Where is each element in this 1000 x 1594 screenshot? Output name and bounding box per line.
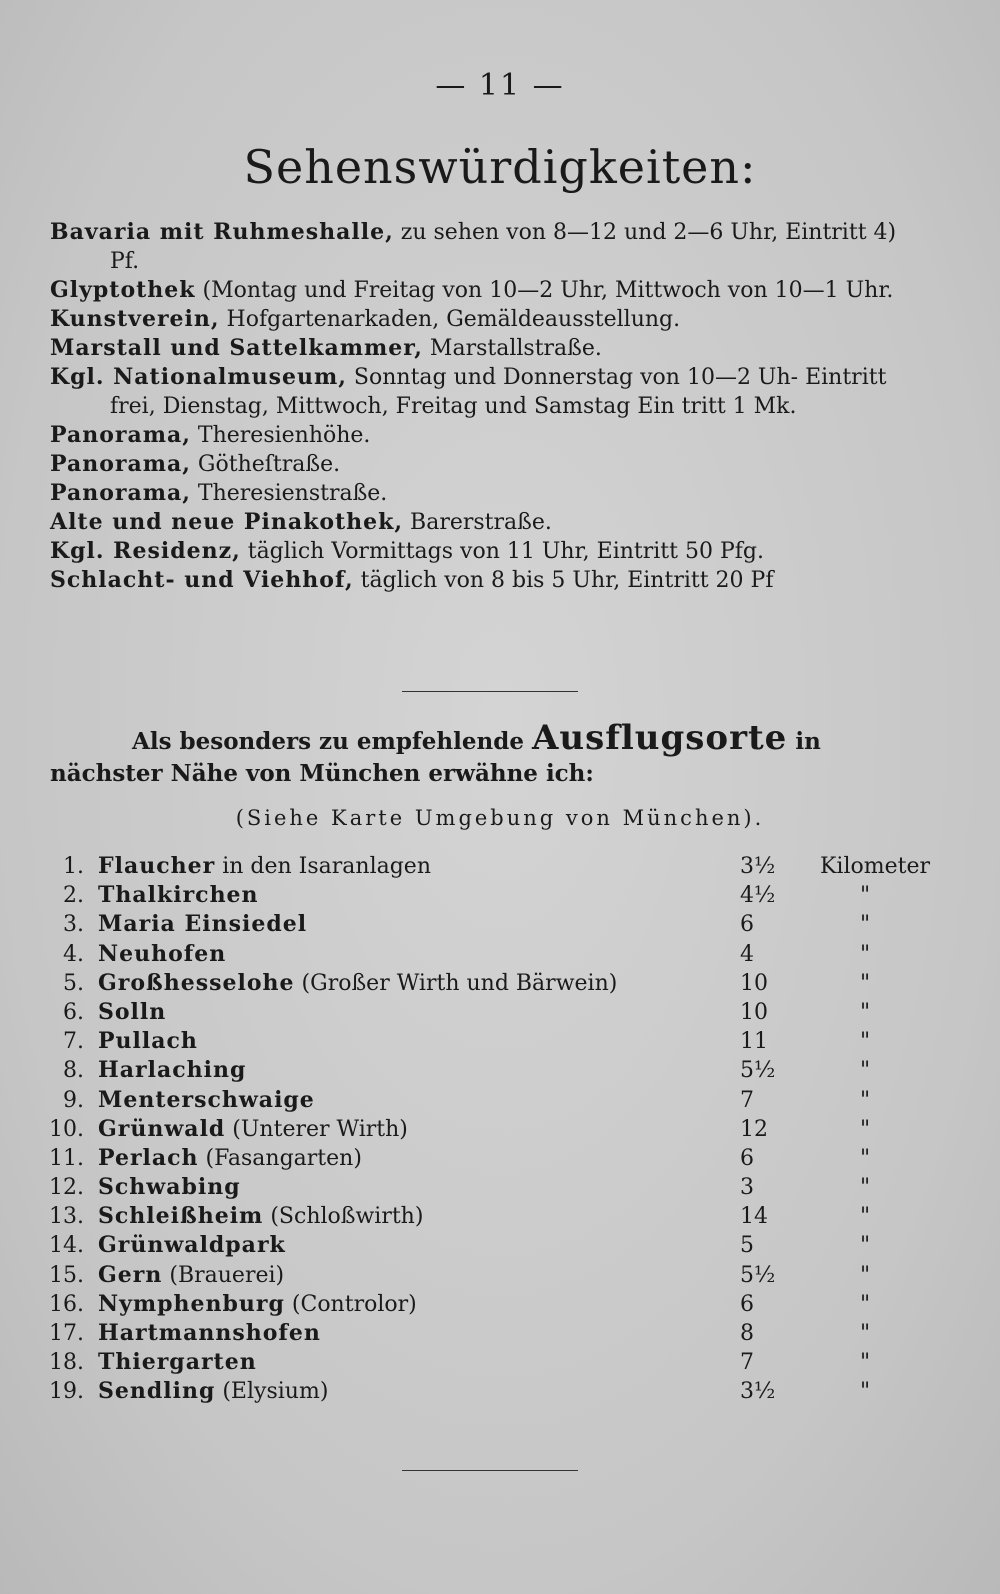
list-item	[40, 1115, 940, 1144]
place-name	[98, 852, 431, 881]
list-item	[40, 1056, 940, 1085]
distance: 5	[740, 1233, 754, 1259]
ditto-mark: "	[860, 1321, 871, 1346]
ditto-mark: "	[860, 1233, 871, 1259]
place-title: Flaucher	[98, 853, 216, 879]
sight-name: Alte und neue Pinakothek,	[50, 509, 404, 535]
place-title: Sendling	[98, 1378, 216, 1405]
item-number: 13.	[49, 1204, 84, 1230]
ditto-mark: "	[860, 883, 871, 909]
list-item	[40, 1348, 940, 1377]
list-item	[40, 1290, 940, 1319]
place-name	[98, 1319, 321, 1348]
place-title: Perlach	[98, 1144, 199, 1171]
sight-name: Kgl. Residenz,	[50, 538, 241, 564]
ditto-mark: "	[860, 1204, 871, 1230]
ditto-mark: "	[860, 912, 871, 938]
item-number: 14.	[49, 1233, 84, 1259]
list-item	[40, 1027, 940, 1056]
sight-details: zu sehen von 8—12 und 2—6 Uhr, Eintritt 4) Pf.	[110, 220, 897, 274]
list-item	[40, 969, 940, 998]
item-number: 5.	[63, 970, 84, 996]
ditto-mark: "	[860, 941, 871, 967]
place-title: Thiergarten	[98, 1349, 257, 1376]
distance: 10	[740, 970, 768, 996]
place-name	[98, 1231, 286, 1260]
intro-part2: in	[787, 728, 821, 755]
sight-entry	[50, 479, 930, 508]
list-item	[40, 1086, 940, 1115]
place-title: Menterschwaige	[98, 1086, 315, 1113]
ditto-mark: "	[860, 970, 871, 996]
excursion-list	[40, 852, 940, 1407]
place-title: Nymphenburg	[98, 1290, 285, 1317]
sight-entry	[50, 566, 930, 595]
distance: 7	[740, 1087, 754, 1113]
place-title: Gern	[98, 1261, 163, 1288]
item-number: 2.	[63, 883, 84, 909]
divider	[402, 691, 578, 692]
distance: 4½	[740, 883, 776, 909]
sight-name: Panorama,	[50, 451, 191, 477]
ditto-mark: "	[860, 1058, 871, 1084]
ditto-mark: "	[860, 1350, 871, 1376]
sight-details: (Montag und Freitag von 10—2 Uhr, Mittwoch von 10—1 Uhr.	[195, 278, 894, 303]
distance: 6	[740, 1291, 754, 1317]
item-number: 3.	[63, 912, 84, 938]
sight-entry	[50, 450, 930, 479]
sight-details: Barerstraße.	[403, 510, 552, 535]
place-extra: (Schloßwirth)	[263, 1204, 424, 1230]
sight-entry	[50, 305, 930, 334]
item-number: 1.	[63, 854, 84, 879]
place-title: Großhesselohe	[98, 969, 295, 996]
ditto-mark: "	[860, 1029, 871, 1055]
distance: 14	[740, 1204, 768, 1230]
place-name	[98, 969, 617, 998]
distance: 3½	[740, 1379, 776, 1405]
sight-details: Götheſtraße.	[190, 452, 341, 477]
list-item	[40, 1261, 940, 1290]
sight-entry	[50, 334, 930, 363]
item-number: 18.	[49, 1350, 84, 1376]
intro-emphasis: Ausflugsorte	[531, 718, 788, 758]
list-item	[40, 1377, 940, 1406]
place-title: Harlaching	[98, 1057, 247, 1084]
place-title: Thalkirchen	[98, 882, 259, 909]
sight-details: Marstallstraße.	[422, 336, 602, 361]
sight-entry	[50, 508, 930, 537]
distance: 4	[740, 941, 754, 967]
item-number: 9.	[63, 1087, 84, 1113]
sight-entry	[50, 421, 930, 450]
item-number: 19.	[49, 1379, 84, 1405]
sight-details: Theresienstraße.	[190, 481, 388, 506]
place-name	[98, 881, 259, 910]
place-title: Schleißheim	[98, 1203, 264, 1230]
place-title: Grünwald	[98, 1115, 226, 1142]
sight-details: Theresienhöhe.	[190, 423, 371, 448]
item-number: 16.	[49, 1291, 84, 1317]
list-item	[40, 1231, 940, 1260]
list-item	[40, 998, 940, 1027]
place-name	[98, 1144, 362, 1173]
distance: 3½	[740, 854, 776, 879]
item-number: 17.	[49, 1321, 84, 1346]
sight-name: Panorama,	[50, 480, 191, 506]
sight-details: Sonntag und Donnerstag von 10—2 Uh- Eintritt frei, Dienstag, Mittwoch, Freitag und Samstag Ein tritt 1 Mk.	[110, 365, 887, 419]
list-item	[40, 881, 940, 910]
place-name	[98, 1348, 257, 1377]
unit-label: Kilometer	[820, 854, 931, 879]
list-item	[40, 1173, 940, 1202]
excursion-intro	[50, 718, 930, 790]
place-name	[98, 1261, 284, 1290]
list-item	[40, 940, 940, 969]
distance: 7	[740, 1350, 754, 1376]
place-name	[98, 1086, 315, 1115]
sight-name: Marstall und Sattelkammer,	[50, 335, 423, 361]
intro-part1: Als besonders zu empfehlende	[132, 728, 532, 755]
distance: 10	[740, 999, 768, 1025]
sight-name: Kgl. Nationalmuseum,	[50, 364, 347, 390]
distance: 12	[740, 1116, 768, 1142]
sight-details: Hofgartenarkaden, Gemäldeausstellung.	[219, 307, 681, 332]
divider	[402, 1470, 578, 1471]
place-title: Solln	[98, 998, 167, 1025]
sight-entry	[50, 363, 930, 421]
distance: 11	[740, 1029, 768, 1055]
item-number: 4.	[63, 941, 84, 967]
distance: 6	[740, 912, 754, 938]
sight-entry	[50, 276, 930, 305]
place-name	[98, 940, 226, 969]
place-extra: (Controlor)	[284, 1291, 417, 1317]
sight-details: täglich Vormittags von 11 Uhr, Eintritt 50 Pfg.	[240, 539, 764, 564]
sight-name: Kunstverein,	[50, 306, 220, 332]
place-extra: (Brauerei)	[162, 1262, 285, 1288]
sight-entry	[50, 537, 930, 566]
distance: 6	[740, 1145, 754, 1171]
place-title: Schwabing	[98, 1174, 241, 1201]
place-title: Grünwaldpark	[98, 1232, 286, 1259]
place-name	[98, 998, 166, 1027]
place-title: Hartmannshofen	[98, 1320, 321, 1346]
list-item	[40, 852, 940, 881]
distance: 5½	[740, 1262, 776, 1288]
list-item	[40, 1202, 940, 1231]
place-name	[98, 1290, 417, 1319]
ditto-mark: "	[860, 1087, 871, 1113]
map-note: (Siehe Karte Umgebung von München).	[235, 806, 765, 830]
item-number: 11.	[49, 1145, 84, 1171]
place-extra: in den Isaranlagen	[215, 854, 431, 879]
place-extra: (Fasangarten)	[198, 1145, 362, 1171]
ditto-mark: "	[860, 1145, 871, 1171]
place-extra: (Großer Wirth und Bärwein)	[294, 970, 618, 996]
distance: 3	[740, 1175, 754, 1201]
sight-name: Panorama,	[50, 422, 191, 448]
item-number: 12.	[49, 1175, 84, 1201]
item-number: 8.	[63, 1058, 84, 1084]
list-item	[40, 910, 940, 939]
place-extra: (Elysium)	[215, 1379, 329, 1405]
place-name	[98, 1173, 241, 1202]
list-item	[40, 1144, 940, 1173]
place-name	[98, 1056, 246, 1085]
ditto-mark: "	[860, 1291, 871, 1317]
intro-line2: nächster Nähe von München erwähne ich:	[50, 760, 594, 787]
sight-entry	[50, 218, 930, 276]
item-number: 15.	[49, 1262, 84, 1288]
ditto-mark: "	[860, 1379, 871, 1405]
ditto-mark: "	[860, 1262, 871, 1288]
list-item	[40, 1319, 940, 1348]
place-name	[98, 1027, 198, 1056]
ditto-mark: "	[860, 1175, 871, 1201]
sight-name: Glyptothek	[50, 277, 196, 303]
item-number: 10.	[49, 1116, 84, 1142]
sight-name: Bavaria mit Ruhmeshalle,	[50, 219, 394, 245]
place-name	[98, 1202, 423, 1231]
place-name	[98, 910, 307, 939]
item-number: 6.	[63, 999, 84, 1025]
place-extra: (Unterer Wirth)	[225, 1116, 408, 1142]
distance: 5½	[740, 1058, 776, 1084]
page-number: — 11 —	[435, 68, 565, 103]
item-number: 7.	[63, 1029, 84, 1055]
sights-list	[50, 218, 930, 595]
ditto-mark: "	[860, 1116, 871, 1142]
place-title: Maria Einsiedel	[98, 911, 308, 938]
sight-details: täglich von 8 bis 5 Uhr, Eintritt 20 Pf	[353, 568, 774, 593]
place-title: Pullach	[98, 1028, 198, 1055]
page-title: Sehenswürdigkeiten:	[243, 140, 757, 194]
distance: 8	[740, 1321, 754, 1346]
place-name	[98, 1377, 328, 1406]
ditto-mark: "	[860, 999, 871, 1025]
place-name	[98, 1115, 408, 1144]
place-title: Neuhofen	[98, 940, 227, 967]
sight-name: Schlacht- und Viehhof,	[50, 567, 354, 593]
